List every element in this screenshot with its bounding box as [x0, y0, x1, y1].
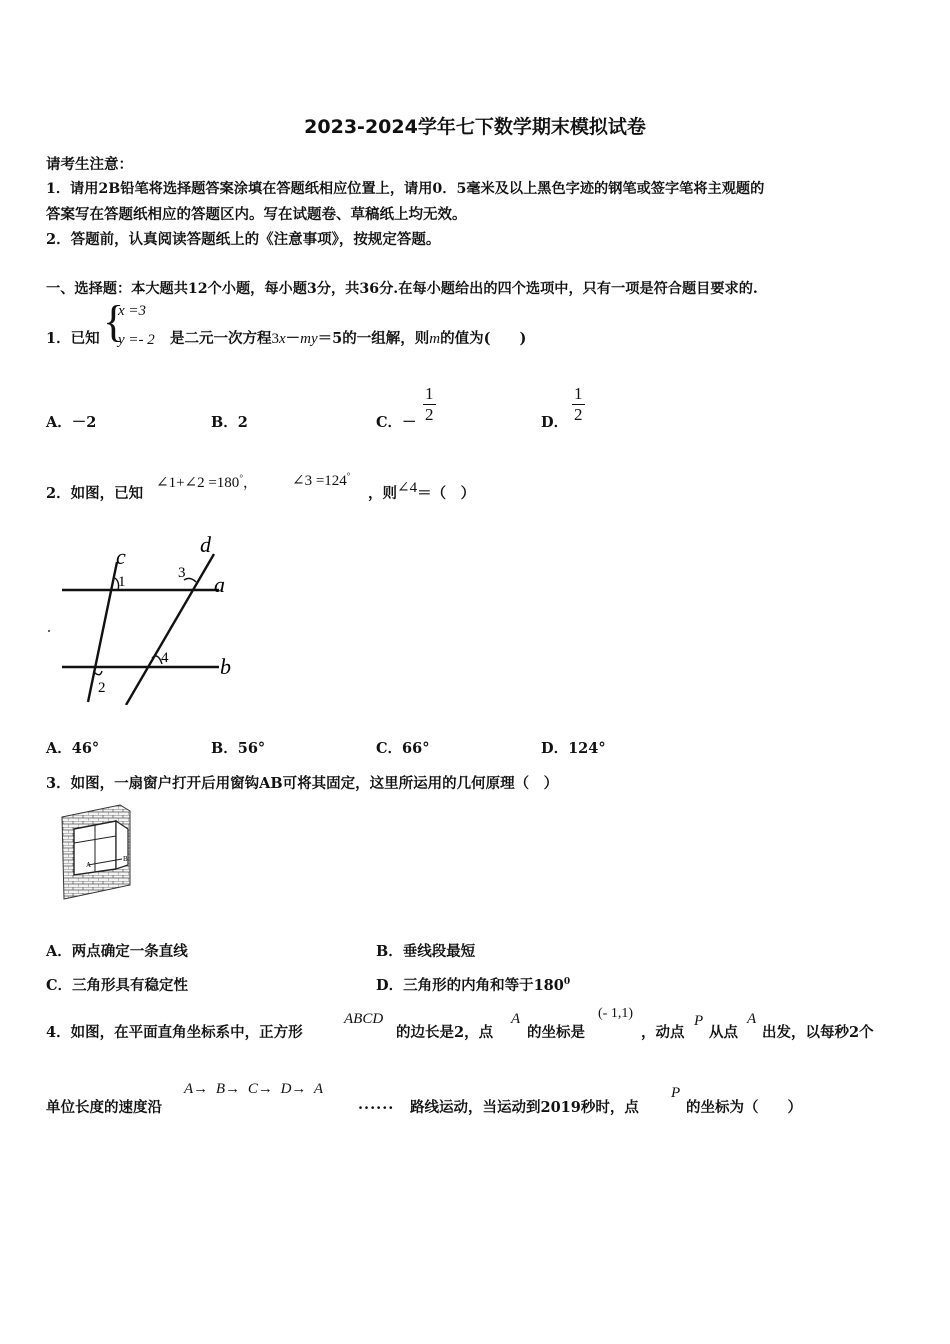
q1-option-d[interactable]: D． [541, 414, 569, 431]
q3-option-a[interactable]: A．两点确定一条直线 [46, 943, 188, 960]
q2-prefix: 2．如图，已知 [46, 485, 144, 502]
page-title: 2023-2024学年七下数学期末模拟试卷 [304, 116, 646, 138]
notice-line-1b: 答案写在答题纸相应的答题区内。写在试题卷、草稿纸上均无效。 [46, 206, 467, 223]
q3-option-b[interactable]: B．垂线段最短 [376, 943, 476, 960]
q4-text-5: 出发，以每秒2个 [762, 1024, 874, 1041]
q1-statement: 是二元一次方程3x－my＝5的一组解，则m的值为( ) [170, 330, 527, 347]
q4-text-1: 的边长是2，点 [396, 1024, 494, 1041]
line-d [126, 554, 214, 705]
q1-option-a[interactable]: A．－2 [46, 414, 97, 431]
label-4: 4 [161, 650, 169, 666]
label-c: c [116, 544, 126, 569]
q4-point-p-2: P [671, 1085, 681, 1101]
q1-option-d-fraction: $\frac{1}{2}$ [574, 384, 583, 424]
label-2: 2 [98, 680, 106, 696]
label-1: 1 [118, 574, 126, 590]
q4-line2-mid: 路线运动，当运动到2019秒时，点 [410, 1099, 639, 1116]
q4-line2-prefix: 单位长度的速度沿 [46, 1099, 162, 1116]
q1-option-c[interactable]: C．－ [376, 414, 417, 431]
label-3: 3 [178, 565, 186, 581]
label-b: b [220, 654, 231, 679]
q4-line2-suffix: 的坐标为（ ） [686, 1099, 802, 1116]
q1-system-y: y =- 2 [118, 332, 155, 348]
q1-option-c-fraction: $\frac{1}{2}$ [425, 384, 434, 424]
q4-point-a-2: A [747, 1011, 757, 1027]
q4-dots: ...... [358, 1096, 395, 1113]
q2-option-b[interactable]: B．56° [211, 740, 266, 757]
section-heading: 一、选择题：本大题共12个小题，每小题3分，共36分.在每小题给出的四个选项中，只有一项是符合题目要求的. [46, 281, 758, 297]
label-a: A [86, 861, 92, 869]
q4-point-a: A [511, 1011, 521, 1027]
stray-mark [48, 630, 50, 632]
q2-suffix: ，则∠4＝（ ） [368, 480, 476, 502]
label-d: d [200, 532, 211, 557]
angle-3-arc [184, 578, 196, 582]
notice-heading: 请考生注意： [46, 156, 133, 173]
q4-text-4: 从点 [709, 1024, 738, 1041]
label-b: B [123, 855, 128, 863]
q3-option-c[interactable]: C．三角形具有稳定性 [46, 977, 189, 994]
q4-text-2: 的坐标是 [527, 1024, 585, 1041]
q2-figure [44, 530, 244, 705]
q4-coordinate: (- 1,1) [598, 1006, 633, 1021]
q2-option-a[interactable]: A．46° [46, 740, 100, 757]
notice-line-2: 2．答题前，认真阅读答题纸上的《注意事项》，按规定答题。 [46, 231, 441, 248]
q4-square: ABCD [344, 1011, 384, 1027]
q1-system-brace: { [103, 297, 125, 346]
q3-text: 3．如图，一扇窗户打开后用窗钩AB可将其固定，这里所运用的几何原理（ ） [46, 775, 559, 792]
q2-option-c[interactable]: C．66° [376, 740, 430, 757]
q2-condition-2: ∠3 =124° [292, 471, 351, 489]
q1-system-x: x =3 [118, 303, 147, 319]
q4-text-3: ，动点 [641, 1024, 685, 1041]
label-a: a [214, 572, 225, 597]
q3-figure [58, 803, 138, 901]
q1-prefix: 1．已知 [46, 330, 100, 347]
notice-line-1a: 1．请用2B铅笔将选择题答案涂填在答题纸相应位置上，请用0．5毫米及以上黑色字迹的钢笔或签字笔将主观题的 [46, 181, 765, 197]
q4-path: A→ B→ C→ D→ A [184, 1081, 324, 1097]
q2-condition-1: ∠1+∠2 =180°， [156, 473, 258, 491]
q1-option-b[interactable]: B．2 [211, 414, 248, 431]
q3-option-d[interactable]: D．三角形的内角和等于$180^0$ [376, 977, 571, 994]
q2-option-d[interactable]: D．124° [541, 740, 606, 757]
q4-point-p: P [694, 1013, 704, 1029]
q4-prefix: 4．如图，在平面直角坐标系中，正方形 [46, 1024, 303, 1041]
